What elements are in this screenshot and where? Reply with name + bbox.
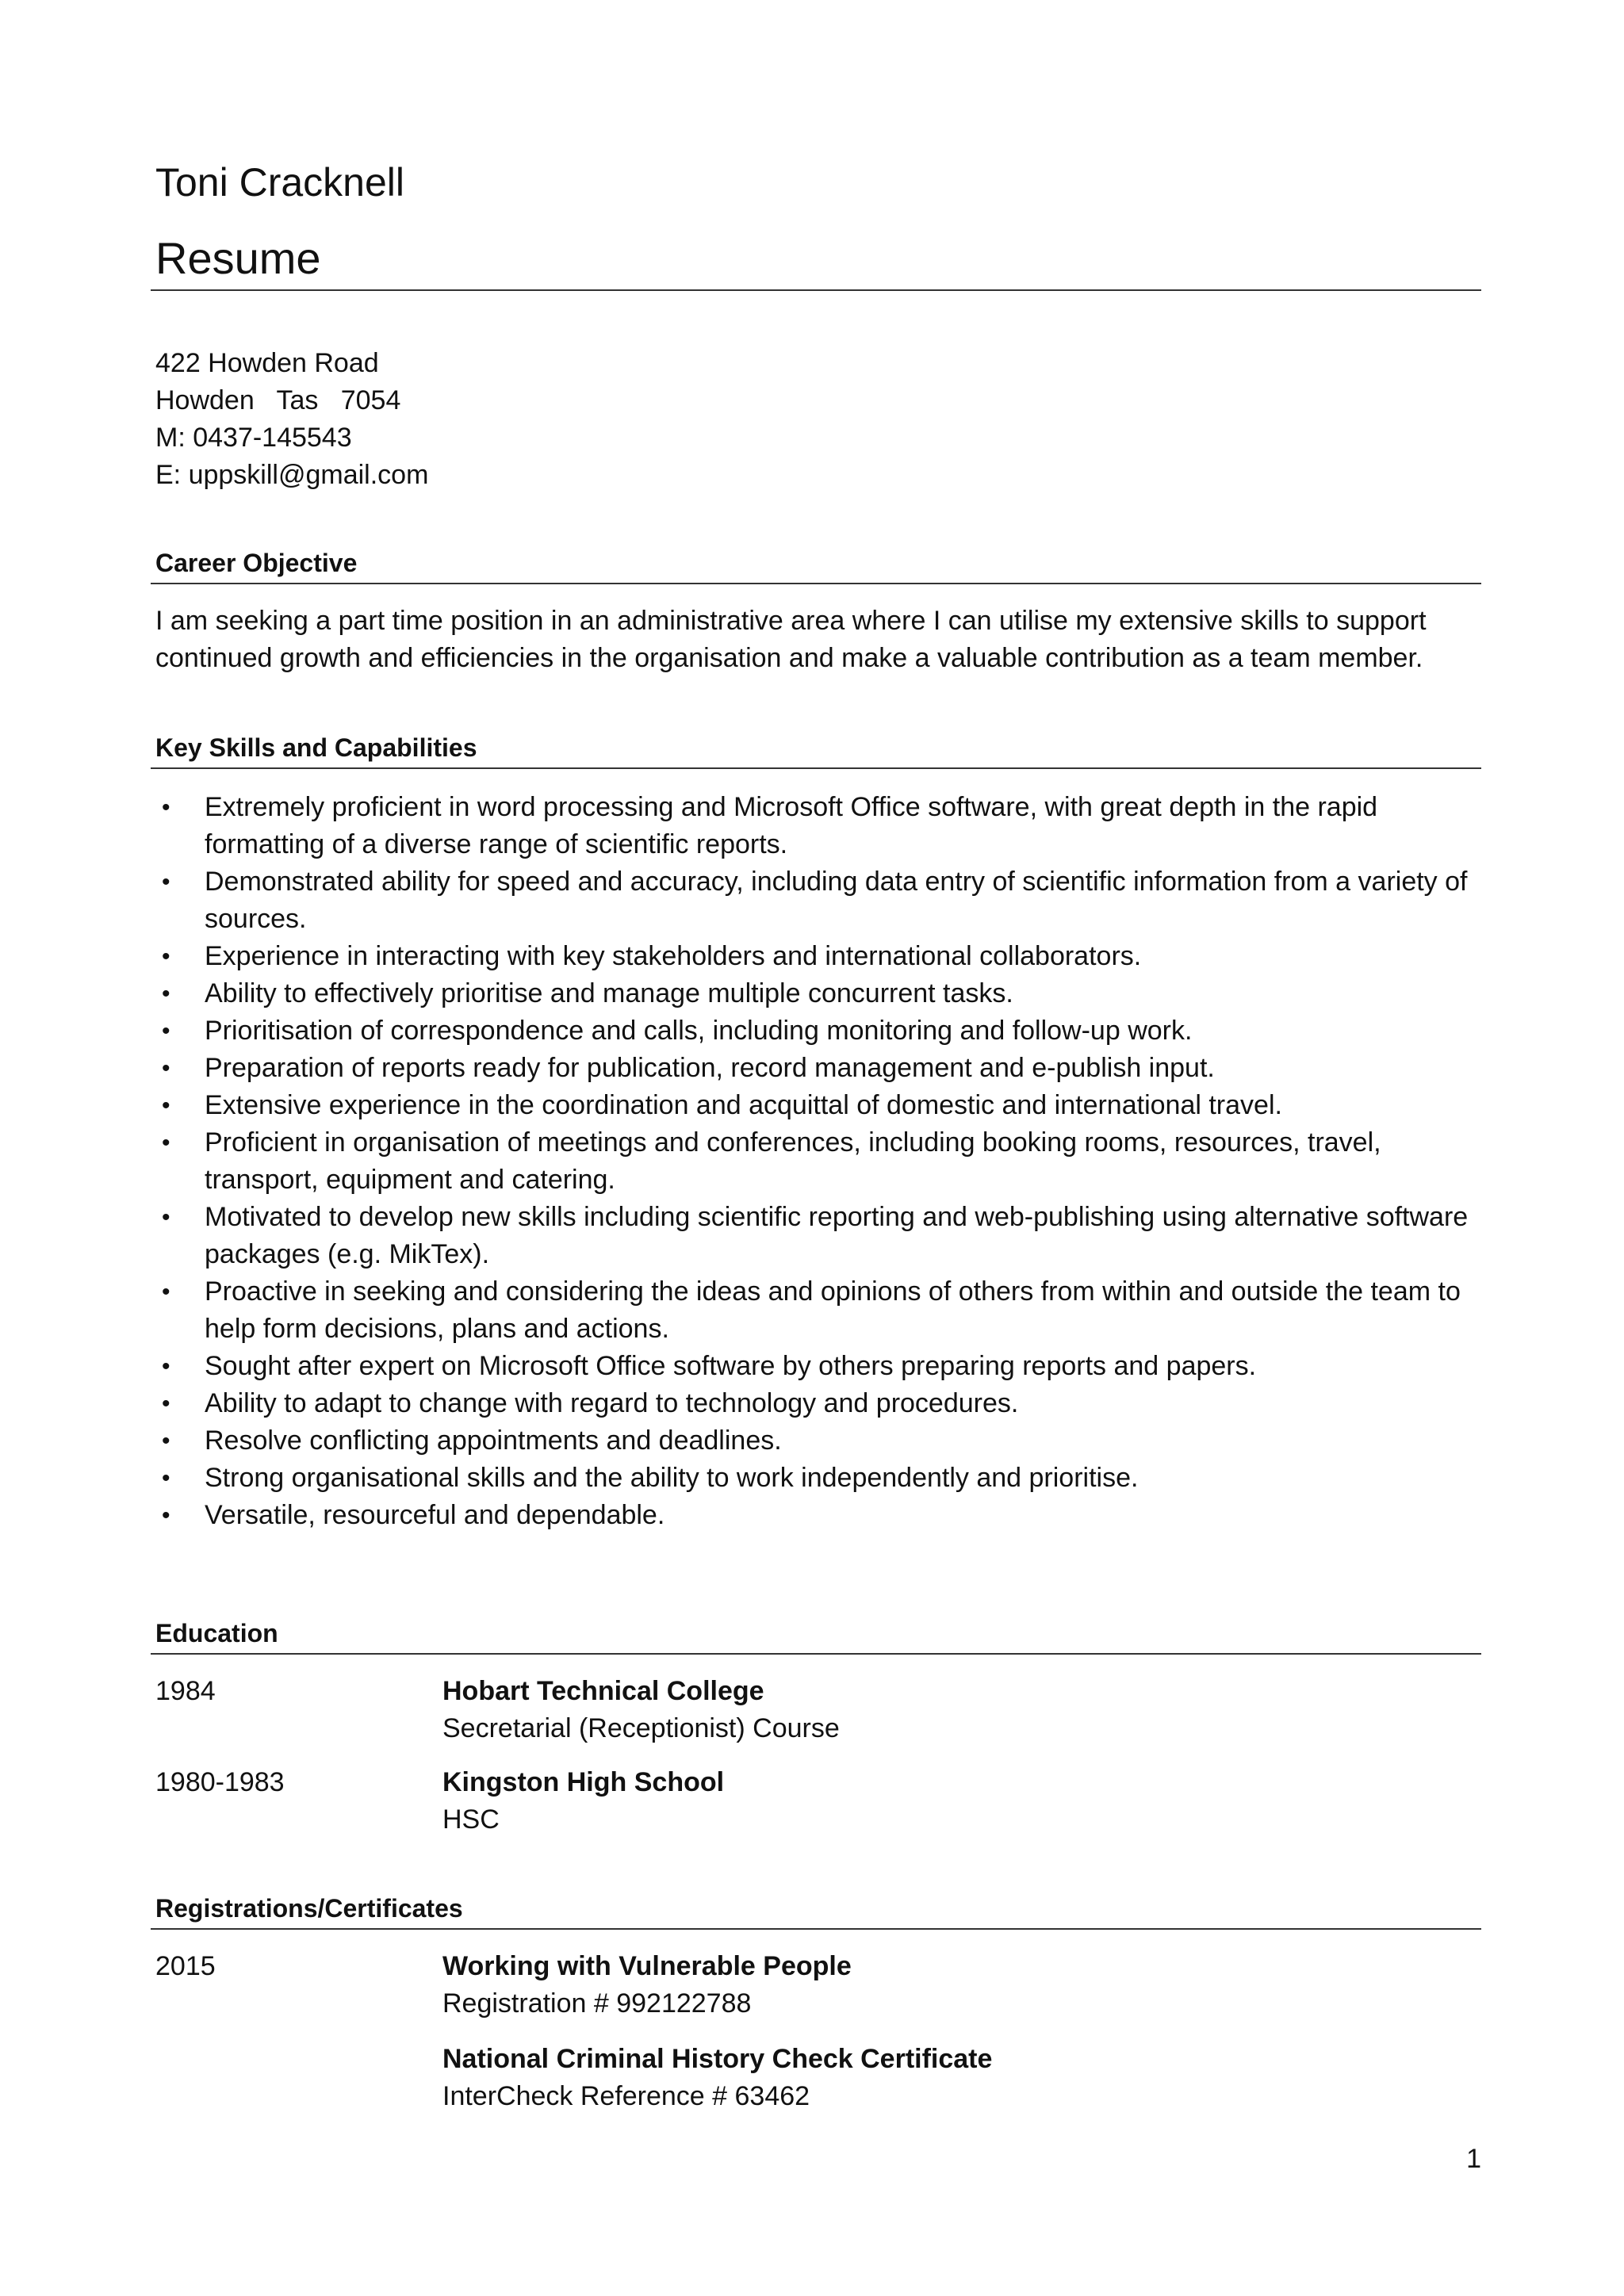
skill-item	[155, 938, 1481, 975]
contact-mobile: M: 0437-145543	[155, 423, 352, 453]
skill-text: Proficient in organisation of meetings and conferences, including booking rooms, resources, travel, transport, equipment and catering.	[205, 1127, 1381, 1195]
bullet: •	[162, 1279, 170, 1305]
career-objective-heading: Career Objective	[155, 549, 358, 577]
registrations-rule	[151, 1928, 1481, 1930]
bullet: •	[162, 869, 170, 895]
skill-item	[155, 1422, 1481, 1460]
registration-entry	[442, 2041, 992, 2115]
bullet: •	[162, 1018, 170, 1044]
skill-text: Ability to adapt to change with regard to technology and procedures.	[205, 1388, 1019, 1418]
skill-text: Versatile, resourceful and dependable.	[205, 1500, 665, 1530]
bullet: •	[162, 1055, 170, 1081]
education-rule	[151, 1653, 1481, 1655]
skills-list	[155, 789, 1481, 1534]
bullet: •	[162, 1130, 170, 1156]
skill-text: Strong organisational skills and the ability to work independently and prioritise.	[205, 1463, 1139, 1493]
bullet: •	[162, 1428, 170, 1454]
contact-email: E: uppskill@gmail.com	[155, 460, 429, 490]
contact-locality: Howden Tas 7054	[155, 385, 401, 415]
skill-item	[155, 1497, 1481, 1534]
registrations-heading: Registrations/Certificates	[155, 1894, 463, 1923]
bullet: •	[162, 1353, 170, 1380]
skills-heading: Key Skills and Capabilities	[155, 733, 477, 762]
bullet: •	[162, 1502, 170, 1529]
skill-item	[155, 1087, 1481, 1124]
registration-entry	[442, 1948, 852, 2022]
skill-item	[155, 1385, 1481, 1422]
skill-text: Resolve conflicting appointments and deadlines.	[205, 1425, 782, 1456]
skill-text: Ability to effectively prioritise and manage multiple concurrent tasks.	[205, 978, 1013, 1008]
skill-item	[155, 1199, 1481, 1273]
education-entry	[442, 1764, 724, 1839]
skill-text: Preparation of reports ready for publication, record management and e-publish input.	[205, 1053, 1215, 1083]
skill-item	[155, 1012, 1481, 1050]
education-heading: Education	[155, 1619, 278, 1647]
skill-item	[155, 1124, 1481, 1199]
contact-street: 422 Howden Road	[155, 348, 379, 378]
skill-item	[155, 975, 1481, 1012]
skill-text: Motivated to develop new skills including scientific reporting and web-publishing using alternative software packages (e.g. MikTex).	[205, 1202, 1469, 1269]
page-number: 1	[1466, 2144, 1481, 2174]
skill-text: Experience in interacting with key stakeholders and international collaborators.	[205, 941, 1142, 971]
registration-detail: InterCheck Reference # 63462	[442, 2081, 810, 2111]
education-year: 1980-1983	[155, 1767, 285, 1797]
career-objective-text: I am seeking a part time position in an administrative area where I can utilise my extensive skills to support continued growth and efficiencies in the organisation and make a valuable contribution as a team member.	[155, 606, 1427, 673]
registration-name: Working with Vulnerable People	[442, 1951, 852, 1981]
bullet: •	[162, 794, 170, 821]
education-year: 1984	[155, 1676, 216, 1706]
education-institution: Hobart Technical College	[442, 1676, 764, 1706]
bullet: •	[162, 943, 170, 970]
skill-text: Prioritisation of correspondence and calls, including monitoring and follow-up work.	[205, 1016, 1193, 1046]
skill-text: Extensive experience in the coordination and acquittal of domestic and international travel.	[205, 1090, 1282, 1120]
bullet: •	[162, 1465, 170, 1491]
registration-year: 2015	[155, 1951, 216, 1981]
skill-text: Sought after expert on Microsoft Office software by others preparing reports and papers.	[205, 1351, 1257, 1381]
bullet: •	[162, 1204, 170, 1230]
education-detail: Secretarial (Receptionist) Course	[442, 1713, 840, 1743]
registration-name: National Criminal History Check Certificate	[442, 2044, 993, 2074]
bullet: •	[162, 1093, 170, 1119]
contact-block	[155, 345, 428, 494]
education-entry	[442, 1673, 840, 1747]
career-objective-rule	[151, 583, 1481, 584]
document-title: Resume	[155, 233, 321, 283]
skill-item	[155, 1460, 1481, 1497]
bullet: •	[162, 1391, 170, 1417]
skill-text: Proactive in seeking and considering the ideas and opinions of others from within and outside the team to help form decisions, plans and actions.	[205, 1276, 1461, 1344]
skills-rule	[151, 767, 1481, 769]
skill-item	[155, 1050, 1481, 1087]
title-rule	[151, 289, 1481, 291]
registration-detail: Registration # 992122788	[442, 1988, 752, 2019]
bullet: •	[162, 981, 170, 1007]
skill-item	[155, 863, 1481, 938]
skill-text: Extremely proficient in word processing and Microsoft Office software, with great depth in the rapid formatting of a diverse range of scientific reports.	[205, 792, 1378, 859]
skill-item	[155, 1273, 1481, 1348]
applicant-name: Toni Cracknell	[155, 160, 405, 205]
skill-text: Demonstrated ability for speed and accuracy, including data entry of scientific information from a variety of sources.	[205, 867, 1468, 934]
skill-item	[155, 789, 1481, 863]
education-institution: Kingston High School	[442, 1767, 725, 1797]
education-detail: HSC	[442, 1804, 500, 1835]
skill-item	[155, 1348, 1481, 1385]
